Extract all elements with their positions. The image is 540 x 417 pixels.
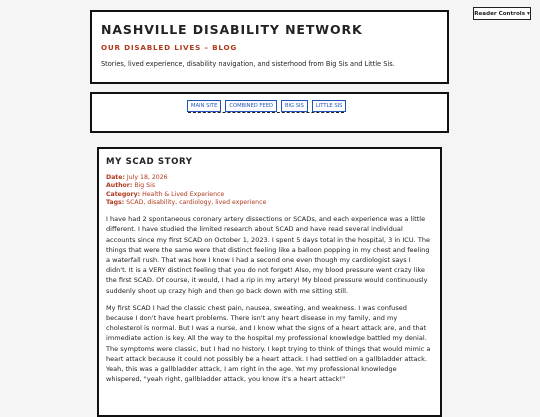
article-paragraph: My first SCAD I had the classic chest pain, nausea, sweating, and weakness. I was confused because I don't have heart problems. There isn't any heart disease in my family, and my cholesterol is normal. But I was a nurse, and I know what the signs of a heart attack are, and that immediate action is key. All the way to the hospital my professional knowledge battled my denial. The symptoms were classic, but I had no history. I kept trying to think of things that would mimic a heart attack because it could not possibly be a heart attack. I had settled on a gallbladder attack. Yeah, this was a gallbladder attack, I am right in the age. Yet my professional knowledge whispered, "yeah right, gallbladder attack, you know it's a heart attack!"	[106, 303, 431, 384]
article-category	[106, 191, 433, 199]
category-value: Health & Lived Experience	[142, 190, 225, 198]
article	[97, 147, 442, 417]
nav-link-little-sis[interactable]: LITTLE SIS	[312, 100, 347, 112]
author-label: Author:	[106, 182, 133, 190]
tags-label: Tags:	[106, 198, 125, 206]
nav-links	[187, 100, 346, 112]
author-value: Big Sis	[134, 182, 156, 190]
date-value: July 18, 2026	[126, 174, 168, 181]
site-subtitle: OUR DISABLED LIVES – BLOG	[101, 43, 238, 52]
category-label: Category:	[106, 190, 141, 198]
article-title: MY SCAD STORY	[106, 157, 193, 167]
tags-value: SCAD, disability, cardiology, lived experience	[126, 198, 267, 206]
site-title[interactable]: NASHVILLE DISABILITY NETWORK	[101, 22, 363, 37]
article-date	[106, 174, 433, 182]
article-tags	[106, 199, 433, 207]
nav-link-big-sis[interactable]: BIG SIS	[281, 100, 308, 112]
site-description: Stories, lived experience, disability navigation, and sisterhood from Big Sis and Little Sis.	[101, 60, 395, 68]
nav-link-combined-feed[interactable]: COMBINED FEED	[225, 100, 277, 112]
article-paragraph: I have had 2 spontaneous coronary artery dissections or SCADs, and each experience was a little different. I have studied the limited research about SCAD and have read several individual accounts since my first SCAD on October 1, 2023. I spent 5 days total in the hospital, 3 in ICU. The things that were the same were that distinct feeling like a balloon popping in my chest and feeling a waterfall rush. That was how I know I had a second one even though my cardiologist says I didn't. It is a VERY distinct feeling that you do not forget! Also, my blood pressure went crazy like the first SCAD. Of course, it would, I had a rip in my artery! My blood pressure would continuously suddenly shoot up crazy high and then go back down with me sitting still.	[106, 215, 431, 295]
date-label: Date:	[106, 174, 125, 181]
site-header	[90, 10, 449, 84]
reader-controls-button[interactable]: Reader Controls ▾	[473, 7, 531, 20]
article-author	[106, 182, 433, 190]
nav-link-main-site[interactable]: MAIN SITE	[187, 100, 221, 112]
nav-divider	[188, 112, 344, 113]
navigation-panel	[90, 92, 449, 133]
